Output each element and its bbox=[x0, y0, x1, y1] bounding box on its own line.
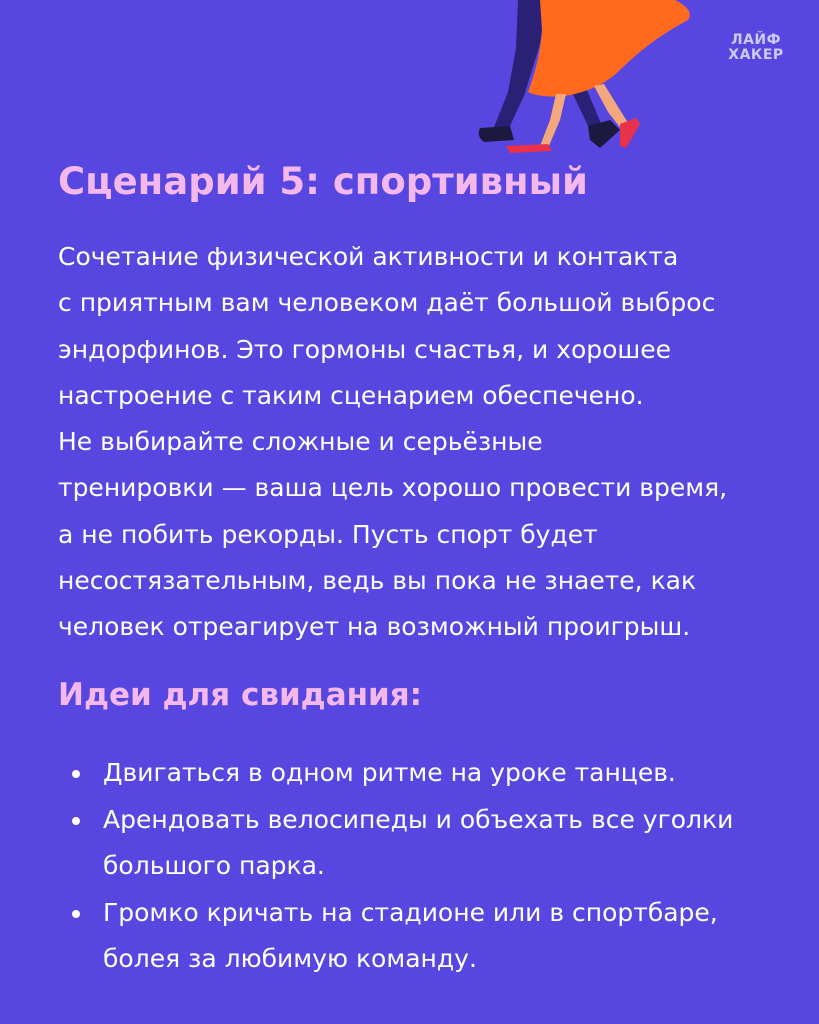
bullet-icon bbox=[72, 770, 80, 778]
bullet-icon bbox=[72, 817, 80, 825]
ideas-heading: Идеи для свидания: bbox=[58, 677, 423, 713]
man-shoe-left bbox=[479, 126, 514, 142]
body-line: с приятным вам человеком даёт большой выброс bbox=[58, 288, 716, 318]
body-line: тренировки — ваша цель хорошо провести время, bbox=[58, 473, 728, 503]
page-title: Сценарий 5: спортивный bbox=[58, 160, 588, 203]
body-line: человек отреагирует на возможный проигрыш. bbox=[58, 612, 691, 642]
list-item bbox=[58, 750, 798, 797]
dancing-couple-illustration bbox=[470, 0, 700, 160]
woman-leg-left bbox=[540, 94, 566, 148]
list-item bbox=[58, 797, 798, 890]
logo-line-2: ХАКЕР bbox=[728, 47, 784, 63]
brand-logo bbox=[726, 33, 786, 63]
list-item-line: Арендовать велосипеды и объехать все уголки bbox=[103, 804, 734, 834]
body-line: Не выбирайте сложные и серьёзные bbox=[58, 427, 543, 457]
list-item-line: болея за любимую команду. bbox=[103, 944, 477, 973]
body-line: эндорфинов. Это гормоны счастья, и хорошее bbox=[58, 334, 672, 364]
body-line: несостязательным, ведь вы пока не знаете, как bbox=[58, 566, 697, 596]
woman-shoe-left bbox=[506, 144, 552, 153]
ideas-list bbox=[58, 750, 798, 983]
woman-dress bbox=[528, 0, 690, 97]
list-item-line: большого парка. bbox=[103, 851, 325, 880]
list-item-line: Двигаться в одном ритме на уроке танцев. bbox=[103, 758, 676, 787]
body-line: настроение с таким сценарием обеспечено. bbox=[58, 380, 644, 410]
body-line: Сочетание физической активности и контакта bbox=[58, 242, 679, 271]
logo-line-1: ЛАЙФ bbox=[730, 32, 782, 48]
bullet-icon bbox=[72, 910, 80, 918]
list-item bbox=[58, 890, 798, 983]
body-paragraph bbox=[58, 234, 778, 651]
body-line: а не побить рекорды. Пусть спорт будет bbox=[58, 519, 598, 549]
list-item-line: Громко кричать на стадионе или в спортбаре, bbox=[103, 897, 718, 927]
